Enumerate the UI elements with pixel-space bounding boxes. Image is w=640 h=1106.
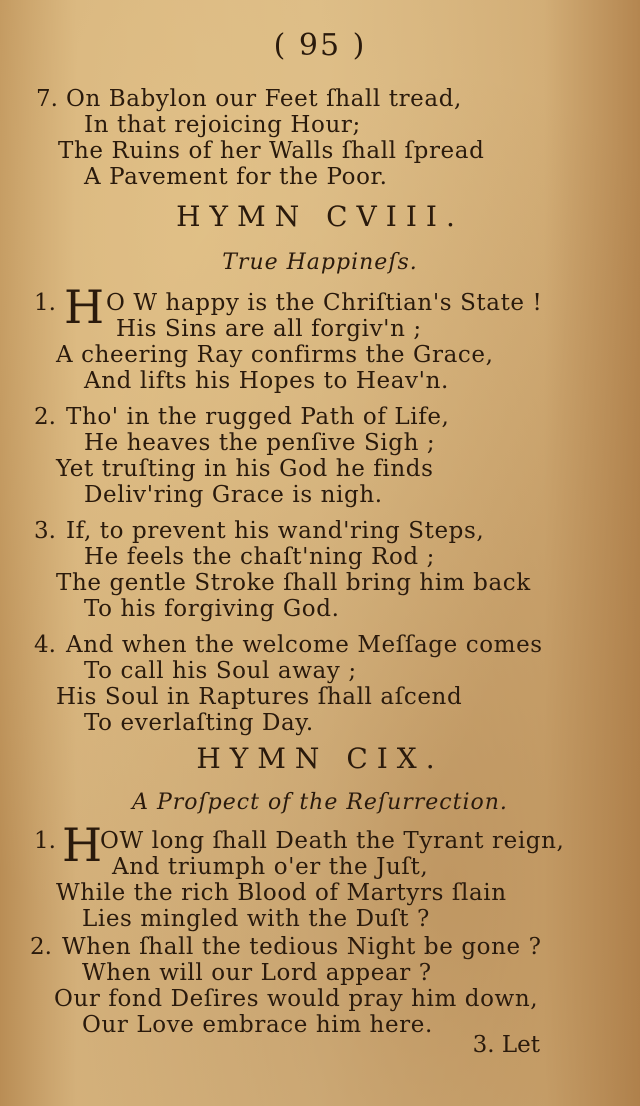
verse-number: 1. <box>34 290 56 316</box>
verse-line: To his forgiving God. <box>84 596 340 622</box>
page-number: ( 95 ) <box>273 28 367 63</box>
verse-line: And when the welcome Meſſage comes <box>66 632 543 658</box>
verse-line: He heaves the penſive Sigh ; <box>84 430 436 456</box>
hymn-title: HYMN CIX. <box>196 742 444 775</box>
verse-line: When ſhall the tedious Night be gone ? <box>62 934 542 960</box>
verse-line: A Pavement for the Poor. <box>84 164 388 190</box>
hymn-subtitle: True Happineſs. <box>222 250 418 275</box>
hymn-title: HYMN CVIII. <box>176 200 464 233</box>
verse-line: The gentle Stroke ſhall bring him back <box>56 570 531 596</box>
verse-line: In that rejoicing Hour; <box>84 112 361 138</box>
verse-number: 2. <box>34 404 56 430</box>
verse-number: 1. <box>34 828 56 854</box>
verse-line: And lifts his Hopes to Heav'n. <box>84 368 449 394</box>
verse-line: To call his Soul away ; <box>84 658 357 684</box>
verse-line: His Sins are all forgiv'n ; <box>116 316 422 342</box>
verse-line: He feels the chaſt'ning Rod ; <box>84 544 436 570</box>
verse-line: To everlaſting Day. <box>84 710 314 736</box>
verse-line: When will our Lord appear ? <box>82 960 432 986</box>
hymn-subtitle: A Proſpect of the Reſurrection. <box>132 790 508 815</box>
verse-line: Our fond Deſires would pray him down, <box>54 986 539 1012</box>
verse-line: The Ruins of her Walls ſhall ſpread <box>58 138 485 164</box>
verse-number: 3. <box>34 518 56 544</box>
drop-cap: H <box>62 818 103 872</box>
verse-line: Tho' in the rugged Path of Life, <box>66 404 450 430</box>
verse-line: Yet truſting in his God he finds <box>56 456 434 482</box>
verse-line: Lies mingled with the Duſt ? <box>82 906 430 932</box>
verse-line: On Babylon our Feet ſhall tread, <box>66 86 462 112</box>
drop-cap: H <box>64 280 105 334</box>
verse-line: And triumph o'er the Juſt, <box>112 854 429 880</box>
verse-line: Deliv'ring Grace is nigh. <box>84 482 383 508</box>
verse-number: 7. <box>36 86 58 112</box>
verse-line: If, to prevent his wand'ring Steps, <box>66 518 485 544</box>
verse-line: While the rich Blood of Martyrs ſlain <box>56 880 507 906</box>
catchword: 3. Let <box>472 1032 540 1058</box>
verse-line: OW long ſhall Death the Tyrant reign, <box>100 828 565 854</box>
verse-line: His Soul in Raptures ſhall aſcend <box>56 684 463 710</box>
verse-number: 4. <box>34 632 56 658</box>
verse-line: O W happy is the Chriſtian's State ! <box>106 290 543 316</box>
verse-line: Our Love embrace him here. <box>82 1012 433 1038</box>
verse-number: 2. <box>30 934 52 960</box>
verse-line: A cheering Ray confirms the Grace, <box>56 342 494 368</box>
